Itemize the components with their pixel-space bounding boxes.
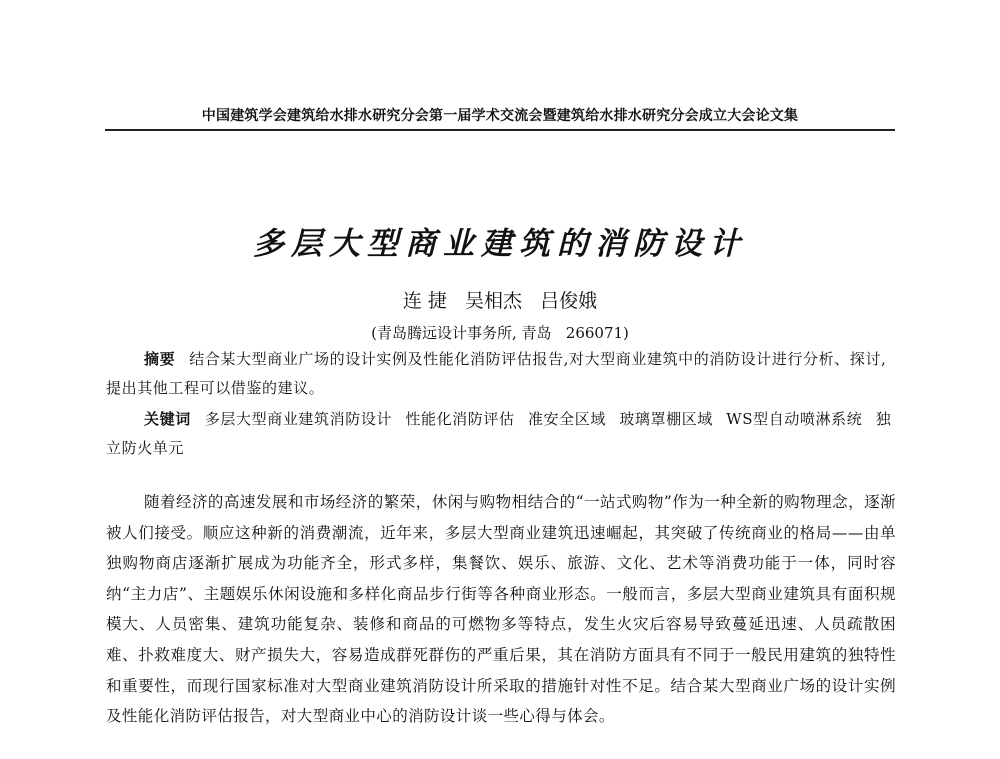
abstract [106, 345, 896, 403]
keywords [106, 405, 896, 463]
abstract-text: 结合某大型商业广场的设计实例及性能化消防评估报告,对大型商业建筑中的消防设计进行分析、探讨,提出其他工程可以借鉴的建议。 [106, 350, 887, 397]
authors: 连 捷 吴相杰 吕俊娥 [402, 290, 598, 312]
body-paragraph: 随着经济的高速发展和市场经济的繁荣，休闲与购物相结合的“一站式购物”作为一种全新的购物理念，逐渐被人们接受。顺应这种新的消费潮流，近年来，多层大型商业建筑迅速崛起，其突破了传统商业的格局——由单独购物商店逐渐扩展成为功能齐全，形式多样，集餐饮、娱乐、旅游、文化、艺术等消费功能于一体，同时容纳“主力店”、主题娱乐休闲设施和多样化商品步行街等各种商业形态。一般而言，多层大型商业建筑具有面积规模大、人员密集、建筑功能复杂、装修和商品的可燃物多等特点，发生火灾后容易导致蔓延迅速、人员疏散困难、扑救难度大、财产损失大，容易造成群死群伤的严重后果，其在消防方面具有不同于一般民用建筑的独特性和重要性，而现行国家标准对大型商业建筑消防设计所采取的措施针对性不足。结合某大型商业广场的设计实例及性能化消防评估报告，对大型商业中心的消防设计谈一些心得与体会。 [106, 493, 896, 726]
affiliation: (青岛腾远设计事务所, 青岛 266071) [371, 324, 629, 342]
paper-title: 多层大型商业建筑的消防设计 [253, 226, 747, 262]
running-header: 中国建筑学会建筑给水排水研究分会第一届学术交流会暨建筑给水排水研究分会成立大会论文集 [201, 108, 799, 124]
abstract-label: 摘要 [144, 350, 176, 368]
header-rule [105, 129, 895, 131]
keywords-text: 多层大型商业建筑消防设计 性能化消防评估 准安全区域 玻璃罩棚区域 WS型自动喷淋系统 独立防火单元 [106, 410, 892, 457]
keywords-label: 关键词 [144, 410, 191, 428]
